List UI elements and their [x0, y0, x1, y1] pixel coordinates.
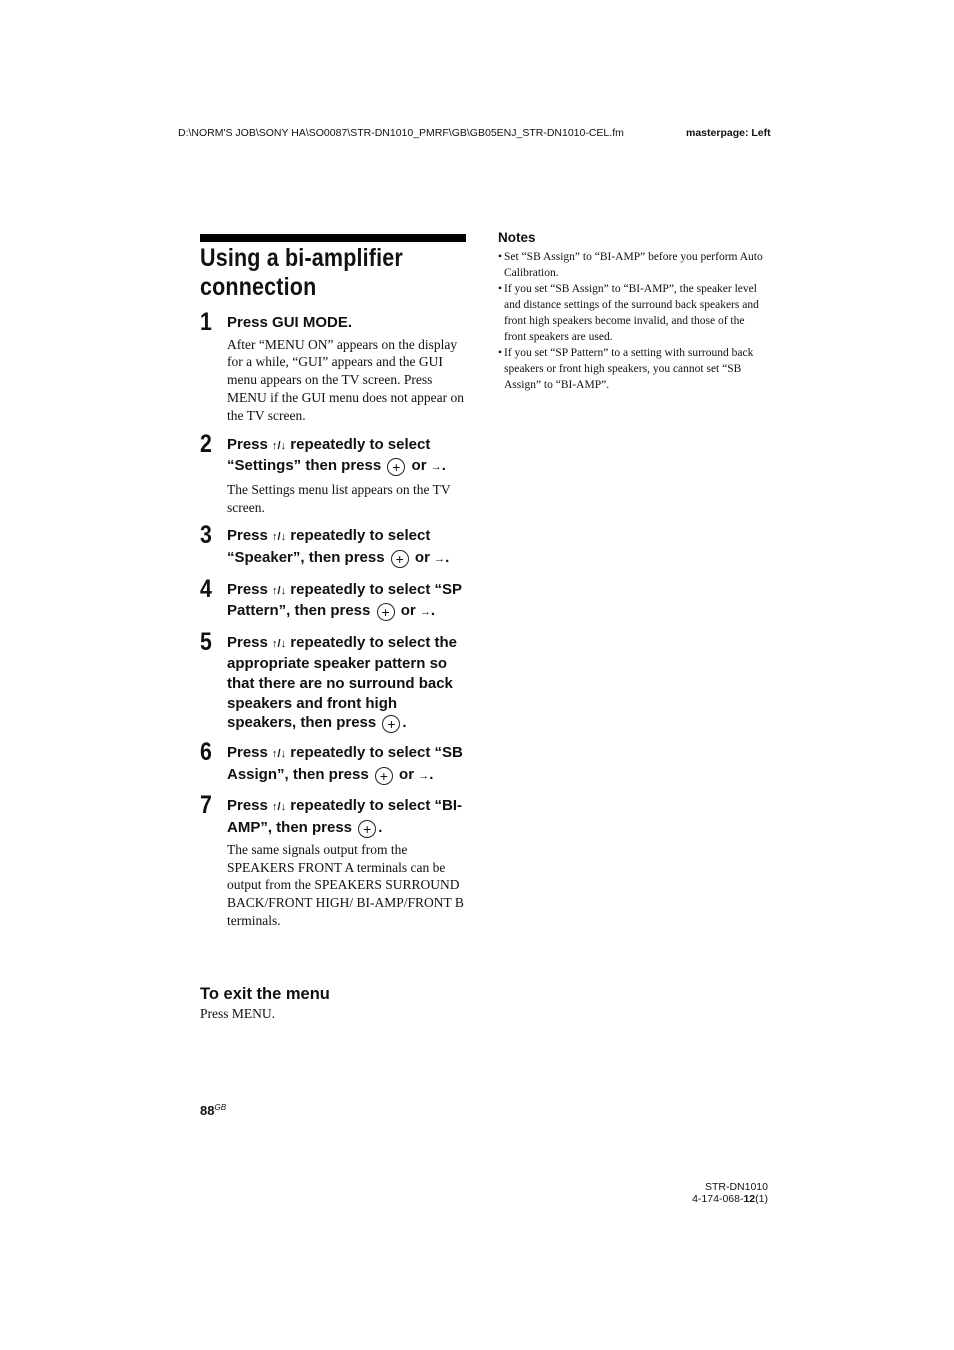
or-text: or — [414, 548, 430, 566]
enter-button-icon: + — [387, 458, 405, 476]
model-name: STR-DN1010 — [704, 1181, 768, 1193]
title-line-1: Using a bi-amplifier — [200, 244, 403, 272]
exit-menu-heading: To exit the menu — [200, 985, 330, 1003]
press-text: Press — [227, 580, 268, 598]
step-heading: Press ↑/↓ repeatedly to select “Settings” then press + or →. — [227, 435, 446, 476]
instruction-text: repeatedly to select “Speaker”, then press — [227, 527, 431, 566]
press-text: Press — [227, 744, 268, 762]
model-code-block — [686, 1181, 768, 1205]
step-heading: Press ↑/↓ repeatedly to select “SP Pattern”, then press + or →. — [227, 580, 462, 621]
enter-button-icon: + — [391, 550, 409, 568]
step-number: 3 — [200, 521, 212, 550]
step-number: 6 — [200, 738, 212, 767]
notes-heading: Notes — [498, 230, 536, 245]
bullet-icon: • — [498, 347, 503, 359]
right-arrow-icon: → — [434, 552, 446, 565]
instruction-text: repeatedly to select “SB Assign”, then press — [227, 744, 463, 783]
press-text: Press — [227, 797, 268, 815]
step-heading: Press GUI MODE. — [227, 314, 353, 331]
note-item — [498, 345, 766, 393]
step-3 — [200, 521, 470, 569]
step-number: 4 — [200, 574, 212, 603]
instruction-text: repeatedly to select “SP Pattern”, then press — [227, 580, 462, 620]
step-2 — [200, 429, 470, 517]
press-text: Press — [227, 633, 268, 651]
title-rule — [200, 234, 466, 242]
step-heading: Press ↑/↓ repeatedly to select “BI-AMP”, then press + . — [227, 797, 463, 837]
step-number: 5 — [200, 627, 212, 656]
bullet-icon: • — [498, 251, 503, 263]
title-line-2: connection — [200, 273, 317, 301]
step-number: 7 — [200, 791, 212, 820]
or-text: or — [400, 602, 416, 620]
up-down-arrow-icon: ↑/↓ — [272, 584, 287, 597]
part-code — [686, 1193, 768, 1205]
part-code-suffix: (1) — [755, 1193, 768, 1205]
or-text: or — [411, 457, 427, 475]
note-item — [498, 281, 766, 345]
note-text: Set “SB Assign” to “BI-AMP” before you perform Auto Calibration. — [504, 251, 763, 279]
file-path-header: D:\NORM'S JOB\SONY HA\SO0087\STR-DN1010_PMRF\GB\GB05ENJ_STR-DN1010-CEL.fm — [178, 127, 624, 139]
press-text: Press — [227, 435, 268, 453]
enter-button-icon: + — [377, 603, 395, 621]
step-number: 2 — [200, 429, 212, 458]
step-body: After “MENU ON” appears on the display for a while, “GUI” appears and the GUI menu appears on the TV screen. Press MENU if the GUI menu does not appear on the TV screen. — [227, 336, 464, 423]
step-number: 1 — [200, 308, 212, 336]
notes-list — [498, 249, 766, 393]
masterpage-label: masterpage: Left — [686, 127, 771, 139]
step-heading: Press ↑/↓ repeatedly to select “SB Assign”, then press + or →. — [227, 744, 463, 784]
or-text: or — [399, 765, 415, 783]
up-down-arrow-icon: ↑/↓ — [272, 439, 287, 452]
step-heading: Press ↑/↓ repeatedly to select the appropriate speaker pattern so that there are no surround back speakers and front high speakers, then press + . — [227, 633, 458, 733]
enter-button-icon: + — [375, 767, 393, 785]
step-5 — [200, 627, 470, 733]
step-1 — [200, 308, 470, 425]
press-text: Press — [227, 527, 268, 545]
enter-button-icon: + — [382, 715, 400, 733]
part-code-bold: 12 — [743, 1193, 756, 1205]
page-title — [200, 244, 429, 302]
instruction-text: repeatedly to select “BI-AMP”, then press — [227, 797, 463, 836]
page-number-suffix: GB — [214, 1103, 227, 1112]
up-down-arrow-icon: ↑/↓ — [272, 531, 287, 544]
note-item — [498, 249, 766, 281]
right-arrow-icon: → — [430, 461, 442, 474]
note-text: If you set “SP Pattern” to a setting with surround back speakers or front high speakers, you cannot set “SB Assign” to “BI-AMP”. — [504, 347, 754, 391]
step-6 — [200, 738, 470, 786]
exit-menu-body: Press MENU. — [200, 1006, 276, 1021]
right-arrow-icon: → — [419, 606, 431, 619]
instruction-text: repeatedly to select the appropriate speaker pattern so that there are no surround back speakers and front high speakers, then press — [227, 633, 458, 732]
page-number — [200, 1103, 226, 1118]
instruction-text: repeatedly to select “Settings” then press — [227, 435, 431, 475]
step-heading: Press ↑/↓ repeatedly to select “Speaker”, then press + or →. — [227, 527, 450, 567]
up-down-arrow-icon: ↑/↓ — [272, 748, 287, 761]
note-text: If you set “SB Assign” to “BI-AMP”, the speaker level and distance settings of the surround back speakers and front high speakers become invalid, and those of the front speakers are used. — [504, 283, 759, 343]
up-down-arrow-icon: ↑/↓ — [272, 801, 287, 814]
page-number-value: 88 — [200, 1103, 215, 1118]
step-4 — [200, 574, 470, 623]
enter-button-icon: + — [358, 820, 376, 838]
part-code-prefix: 4-174-068- — [692, 1193, 744, 1205]
right-arrow-icon: → — [418, 769, 430, 782]
bullet-icon: • — [498, 283, 503, 295]
step-7 — [200, 791, 470, 930]
steps-list — [200, 308, 470, 940]
step-body: The Settings menu list appears on the TV screen. — [227, 481, 451, 515]
step-body: The same signals output from the SPEAKERS FRONT A terminals can be output from the SPEAKERS SURROUND BACK/FRONT HIGH/ BI-AMP/FRONT B terminals. — [227, 841, 464, 929]
up-down-arrow-icon: ↑/↓ — [272, 637, 287, 650]
